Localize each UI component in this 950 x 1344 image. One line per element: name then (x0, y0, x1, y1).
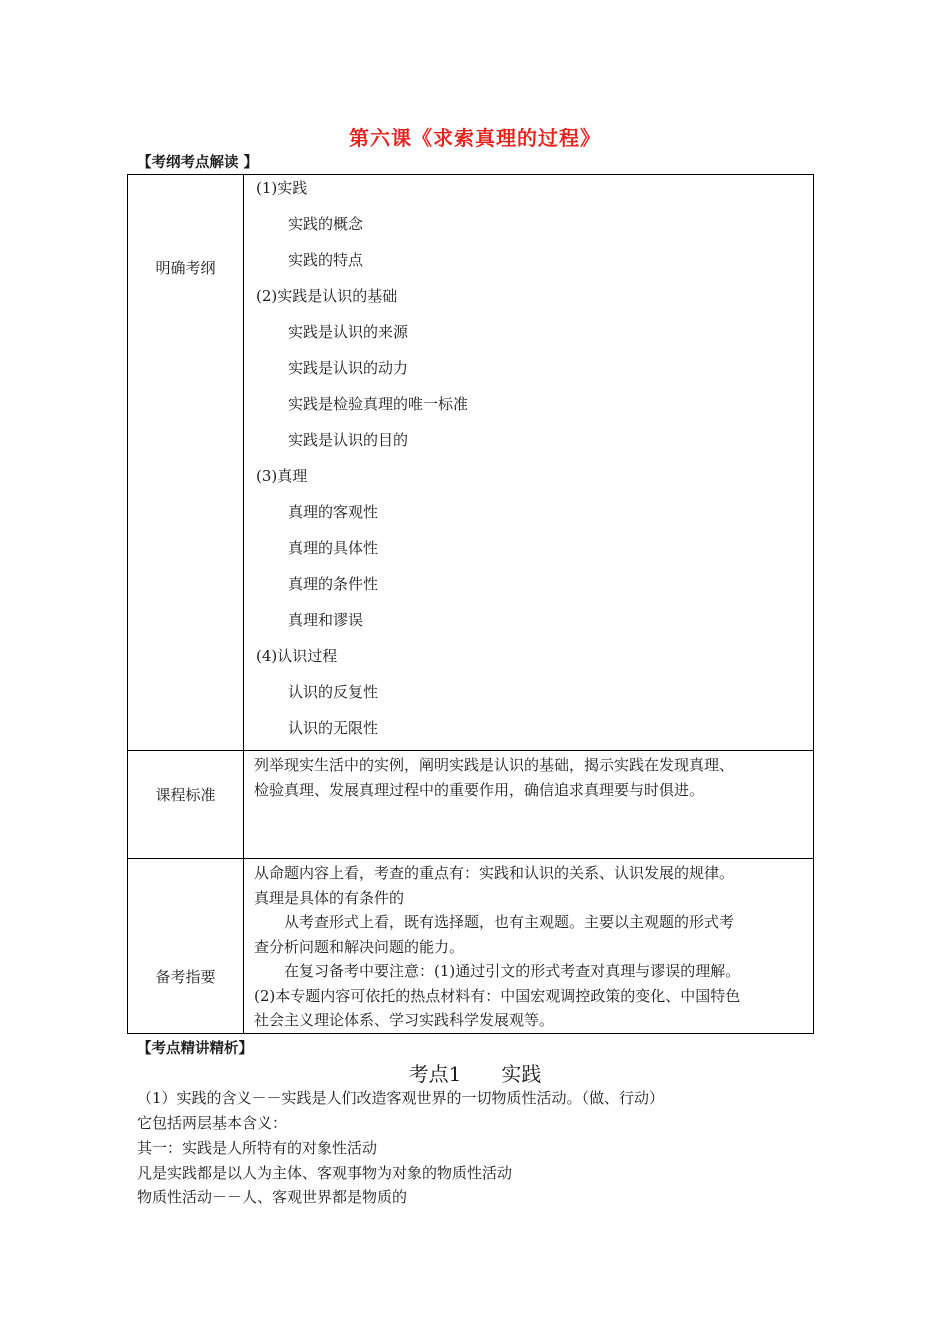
outline-subitem: 实践是认识的动力 (288, 359, 409, 377)
text-line: (2)本专题内容可依托的热点材料有：中国宏观调控政策的变化、中国特色 (254, 986, 741, 1005)
outline-subitem: 真理的具体性 (288, 539, 379, 557)
outline-subitem: 实践的概念 (288, 215, 364, 233)
text-line: 社会主义理论体系、学习实践科学发展观等。 (254, 1011, 555, 1029)
outline-subitem: 真理和谬误 (288, 611, 364, 629)
outline-subitem: 认识的反复性 (288, 683, 379, 701)
section-heading-analysis: 【考点精讲精析】 (137, 1041, 253, 1057)
body-line: 凡是实践都是以人为主体、客观事物为对象的物质性活动 (137, 1164, 513, 1182)
page-title: 第六课《求索真理的过程》 (349, 126, 601, 150)
body-line: 物质性活动－－人、客观世界都是物质的 (137, 1188, 408, 1206)
text-line: 从考查形式上看，既有选择题，也有主观题。主要以主观题的形式考 (254, 913, 735, 931)
outline-heading: (1)实践 (256, 179, 308, 197)
kaodian-title: 考点1 实践 (408, 1062, 542, 1086)
outline-heading: (3)真理 (256, 467, 308, 485)
text-line: 从命题内容上看，考查的重点有：实践和认识的关系、认识发展的规律。 (254, 864, 735, 882)
body-line: 它包括两层基本含义： (137, 1114, 288, 1132)
outline-subitem: 真理的客观性 (288, 503, 379, 521)
row-label-syllabus: 明确考纲 (155, 259, 216, 277)
outline-heading: (2)实践是认识的基础 (256, 287, 398, 305)
exam-guide-text (254, 861, 740, 1033)
table-column-divider (243, 174, 244, 1034)
text-line: 列举现实生活中的实例，阐明实践是认识的基础，揭示实践在发现真理、 (254, 756, 735, 774)
curriculum-text (254, 753, 734, 802)
row-label-exam-guide: 备考指要 (155, 968, 216, 986)
section-heading-syllabus: 【考纲考点解读 】 (137, 155, 259, 171)
text-line: 查分析问题和解决问题的能力。 (254, 937, 465, 956)
row-label-curriculum: 课程标准 (155, 786, 216, 804)
outline-subitem: 实践是认识的来源 (288, 323, 409, 341)
outline-subitem: 认识的无限性 (288, 719, 379, 737)
outline-subitem: 真理的条件性 (288, 575, 379, 593)
body-line: 其一：实践是人所特有的对象性活动 (137, 1139, 378, 1157)
outline-subitem: 实践是认识的目的 (288, 431, 409, 449)
outline-heading: (4)认识过程 (256, 647, 338, 665)
table-row-divider (127, 750, 814, 751)
table-row-divider (127, 858, 814, 859)
text-line: 检验真理、发展真理过程中的重要作用，确信追求真理要与时俱进。 (254, 780, 705, 799)
text-line: 在复习备考中要注意：(1)通过引文的形式考查对真理与谬误的理解。 (254, 962, 741, 980)
text-line: 真理是具体的有条件的 (254, 888, 405, 907)
body-line: （1）实践的含义－－实践是人们改造客观世界的一切物质性活动。（做、行动） (137, 1089, 665, 1107)
outline-subitem: 实践的特点 (288, 251, 364, 269)
outline-subitem: 实践是检验真理的唯一标准 (288, 395, 469, 413)
